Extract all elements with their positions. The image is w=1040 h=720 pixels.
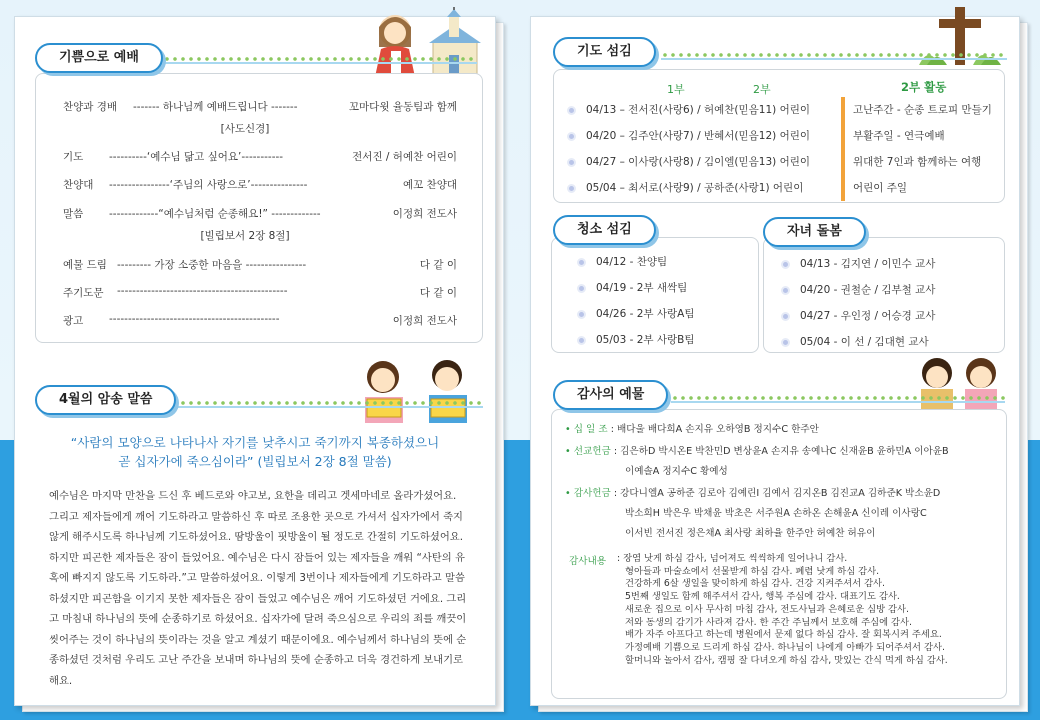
content-line: 건강하게 6살 생일을 맞이하게 하심 감사. 건강 지켜주셔서 감사. <box>625 578 885 590</box>
prayer-list <box>567 97 810 201</box>
cleaning-title: 청소 섬김 <box>553 215 656 245</box>
right-page <box>530 16 1020 706</box>
thanks-title-divider <box>671 393 1005 403</box>
tithe-row: • 십 일 조 : 배다울 배다희A 손지유 오하영B 정지수C 한주안 <box>565 424 819 435</box>
cleaning-item: 04/12 - 찬양팀 <box>577 249 695 275</box>
left-page <box>14 16 496 706</box>
cleaning-item: 05/03 - 2부 사랑B팀 <box>577 327 695 353</box>
bullet-icon <box>567 106 576 115</box>
care-item: 04/20 - 권철순 / 김부철 교사 <box>781 277 935 303</box>
care-list <box>781 251 935 355</box>
content-line: 5번째 생일도 함께 해주셔서 감사, 행복 주심에 감사. 대표기도 감사. <box>625 591 900 603</box>
worship-row: 주기도문 --------------------------------------------- 다 같 이 <box>63 285 457 299</box>
bullet-icon <box>577 284 586 293</box>
bullet-icon <box>577 310 586 319</box>
bullet-icon <box>577 336 586 345</box>
care-item: 05/04 - 이 선 / 김대현 교사 <box>781 329 935 355</box>
cleaning-item: 04/19 - 2부 새싹팀 <box>577 275 695 301</box>
mission-row-2: 이예솔A 정지수C 황예성 <box>625 466 728 477</box>
content-label: 감사내용 <box>569 556 607 567</box>
prayer-divider <box>841 97 845 201</box>
activity-list <box>853 97 992 201</box>
prayer-list-item: 05/04 – 최서로(사랑9) / 공하준(사랑1) 어린이 <box>567 175 810 201</box>
care-title: 자녀 돌봄 <box>763 217 866 247</box>
activity-item: 위대한 7인과 함께하는 여행 <box>853 156 982 168</box>
bullet-icon <box>781 286 790 295</box>
prayer-list-item: 04/13 – 전서진(사랑6) / 허예찬(믿음11) 어린이 <box>567 97 810 123</box>
memory-story: 예수님은 마지막 만찬을 드신 후 베드로와 야고보, 요한을 데리고 겟세마네로 올라가셨어요. 그리고 제자들에게 깨어 기도하라고 말씀하신 후 따로 조용한 곳으로 가셔서 십자가에서 죽지 않게 해주시도록 하나님께 기도하셨어요. 땀방울이 핏방울이 될 정도로 간절히 기도하셨어요. 하지만 피곤한 제자들은 잠이 들었어요. 예수님은 다시 잠들어 있는 제자들을 깨워 “사탄의 유혹에 빠지지 않도록 기도하라.”고 말씀하셨어요. 이렇게 3번이나 제자들에게 기도하라고 말씀하셨지만 피곤함을 이기지 못한 제자들은 잠이 들었고 예수님은 깨어 기도하셨던 거에요. 그리고 마침내 하나님의 뜻에 순종하기로 하셨어요. 십자가에 달려 죽으심으로 우리의 죄를 깨끗이 씻어주는 것이 하나님의 뜻이라는 것을 알고 계셨기 때문이에요. 예수님께서 하나님의 뜻에 순종하셨던 것처럼 우리도 고난 주간을 보내며 하나님의 뜻에 순종하고 더욱 경건하게 보내기로 해요. <box>49 490 467 687</box>
mission-row: • 선교헌금 : 김은하D 박시온E 박찬민D 변상윤A 손지유 송예나C 신재윤B 윤하민A 이아윤B <box>565 446 949 457</box>
memory-verse-line-2: 곧 십자가에 죽으심이라” (빌립보서 2장 8절 말씀) <box>118 454 392 469</box>
prayer-list-item: 04/27 – 이사랑(사랑8) / 김이엘(믿음13) 어린이 <box>567 149 810 175</box>
bullet-icon <box>781 260 790 269</box>
content-line: 할머니와 놀아서 감사, 캠핑 잘 다녀오게 하심 감사, 맛있는 간식 먹게 하심 감사. <box>625 654 948 666</box>
memory-title-divider <box>163 398 483 408</box>
worship-row: 말씀 -------------“예수님처럼 순종해요!” ------------- 이정희 전도사 <box>63 208 457 220</box>
content-line: 저와 동생의 감기가 사라져 감사. 한 주간 주님께서 보호해 주심에 감사. <box>625 616 912 628</box>
bullet-icon <box>577 258 586 267</box>
care-item: 04/13 - 김지연 / 이민수 교사 <box>781 251 935 277</box>
gratitude-row-2: 박소희H 박은우 박채윤 박초은 서주원A 손하온 손해윤A 신이레 이사랑C <box>625 508 927 519</box>
bullet-icon <box>781 312 790 321</box>
prayer-header-1: 1부 <box>667 83 685 96</box>
prayer-header-activities: 2부 활동 <box>901 80 947 94</box>
care-item: 04/27 - 우인정 / 어승경 교사 <box>781 303 935 329</box>
activity-item: 고난주간 - 순종 트로피 만들기 <box>853 104 992 116</box>
memory-verse <box>45 433 465 471</box>
children-reading-illustration <box>355 353 485 425</box>
content-line: 배가 자주 아프다고 하는데 병원에서 문제 없다 하심 감사. 잘 회복시켜 주세요. <box>625 629 942 641</box>
prayer-title: 기도 섬김 <box>553 37 656 67</box>
worship-row: 찬양대 ----------------‘주님의 사랑으로’--------------- 예꼬 찬양대 <box>63 179 457 191</box>
thanks-title: 감사의 예물 <box>553 380 668 410</box>
gratitude-row: • 감사헌금 : 강다니엘A 공하준 김로아 김예린I 김예서 김지온B 김진교A 김하준K 박소윤D <box>565 488 941 499</box>
jesus-church-illustration <box>367 7 487 77</box>
prayer-list-item: 04/20 – 김주안(사랑7) / 반혜서(믿음12) 어린이 <box>567 123 810 149</box>
prayer-header-2: 2부 <box>753 83 771 96</box>
bullet-icon <box>567 184 576 193</box>
content-line: 형아들과 마술쇼에서 선물받게 하심 감사. 폐렴 낫게 하심 감사. <box>625 565 880 577</box>
activity-item: 부활주일 - 연극예배 <box>853 130 945 142</box>
worship-row: 예물 드림 --------- 가장 소중한 마음을 ---------------- 다 같 이 <box>63 259 457 271</box>
worship-row: [빌립보서 2장 8절] <box>200 230 290 242</box>
content-line: 가정예배 기쁨으로 드리게 하심 감사. 하나님이 나에게 아빠가 되어주셔서 감사. <box>625 641 945 653</box>
content-lines <box>617 553 948 667</box>
worship-title-divider <box>155 54 477 64</box>
memory-verse-line-1: “사람의 모양으로 나타나사 자기를 낮추시고 죽기까지 복종하셨으니 <box>70 435 440 450</box>
gratitude-row-3: 이서빈 전서진 정은채A 최사랑 최하율 한주안 허예찬 허유이 <box>625 528 876 539</box>
bullet-icon <box>567 158 576 167</box>
content-line: 새로운 집으로 이사 무사히 마침 감사, 전도사님과 은혜로운 심방 감사. <box>625 603 909 615</box>
memory-title: 4월의 암송 말씀 <box>35 385 176 415</box>
bullet-icon <box>781 338 790 347</box>
worship-row: 찬양과 경배 ------- 하나님께 예배드립니다 ------- 꼬마다윗 율동팀과 함께 <box>63 101 457 113</box>
cleaning-item: 04/26 - 2부 사랑A팀 <box>577 301 695 327</box>
worship-row: 광고 --------------------------------------------- 이정희 전도사 <box>63 313 457 327</box>
content-line: : 장염 낫게 하심 감사, 넘어져도 씩씩하게 일어나니 감사. <box>617 553 848 564</box>
bullet-icon <box>567 132 576 141</box>
worship-row: [사도신경] <box>220 123 270 135</box>
prayer-title-divider <box>661 50 1007 60</box>
worship-title: 기쁨으로 예배 <box>35 43 163 73</box>
cleaning-list <box>577 249 695 353</box>
worship-row: 기도 ----------‘예수님 닮고 싶어요’----------- 전서진 / 허예찬 어린이 <box>63 151 457 163</box>
activity-item: 어린이 주일 <box>853 182 908 194</box>
